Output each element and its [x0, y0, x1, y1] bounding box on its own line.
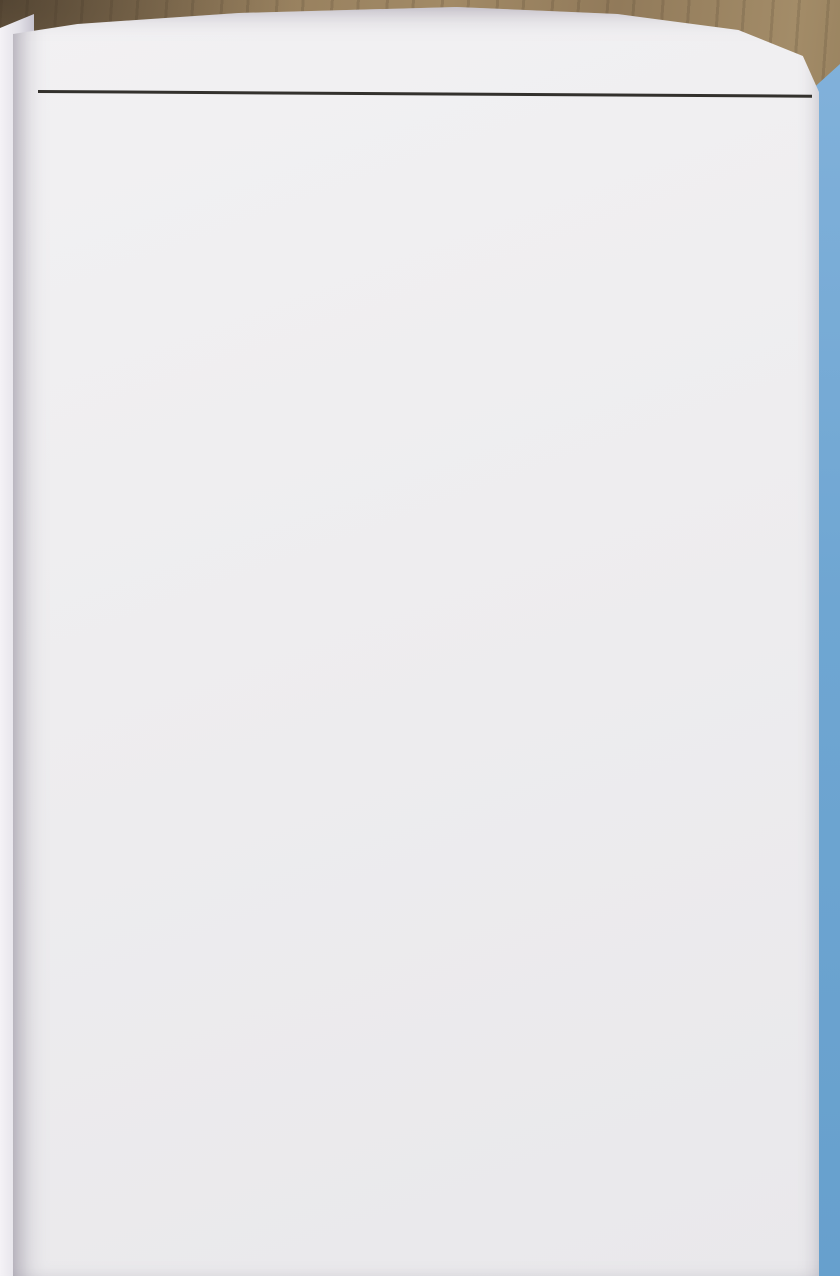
toc-list-2 [48, 130, 758, 145]
book-page [13, 0, 819, 1276]
page-content [48, 121, 758, 145]
chapter-number [108, 131, 708, 144]
chapter-title-line-1 [108, 131, 708, 144]
chapter-author [48, 130, 750, 145]
page-number [48, 130, 758, 145]
chapter-heading [108, 131, 708, 144]
chapter-title-line-2 [108, 131, 708, 144]
toc-list-1 [48, 121, 758, 136]
running-header [38, 86, 812, 98]
